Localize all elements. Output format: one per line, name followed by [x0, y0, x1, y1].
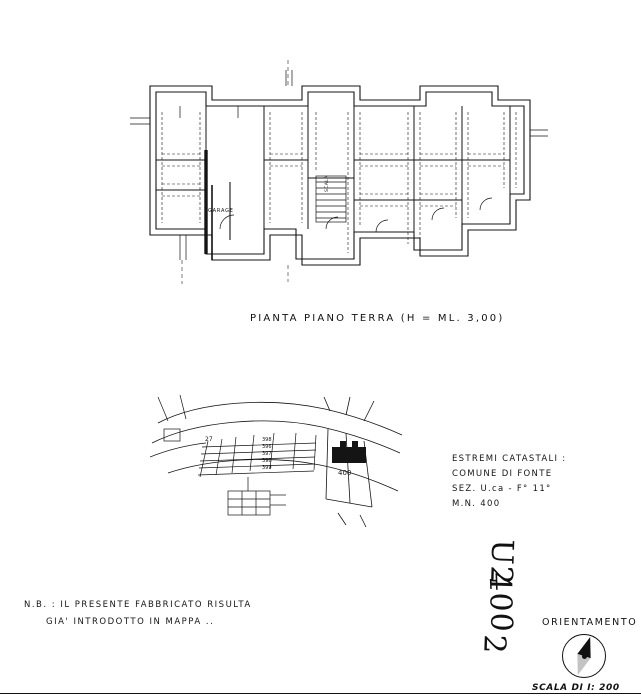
estremi-line-4: M.N. 400: [452, 499, 501, 509]
nota-bene-block: [24, 597, 252, 631]
compass-icon: [562, 634, 606, 678]
scale-label: SCALA DI I: 200: [532, 683, 620, 693]
svg-text:399: 399: [262, 465, 272, 471]
handwriting-line-middle: 400: [481, 571, 519, 634]
nota-bene-line-1: N.B. : IL PRESENTE FABBRICATO RISULTA: [24, 600, 252, 610]
floor-plan-svg: [120, 60, 550, 290]
plan-caption-text: PIANTA PIANO TERRA (H = ML. 3,00): [250, 313, 505, 324]
plan-caption: [250, 313, 504, 324]
estremi-catastali-block: [452, 452, 632, 512]
compass-hub: [582, 654, 587, 659]
orientation-block: [520, 617, 638, 697]
floor-plan-drawing: [120, 60, 550, 290]
svg-text:396: 396: [262, 444, 272, 450]
cadastral-map-drawing: [150, 395, 410, 535]
stair-label: SCALA: [325, 175, 330, 192]
handwriting-line-bottom: 2: [476, 633, 512, 656]
estremi-line-3: SEZ. U.ca - F° 11°: [452, 484, 552, 494]
svg-text:398: 398: [262, 437, 272, 443]
svg-text:398: 398: [262, 458, 272, 464]
nota-bene-line-2: GIA' INTRODOTTO IN MAPPA ..: [46, 617, 215, 627]
handwriting-line-top: U2: [482, 538, 520, 587]
bottom-rule: [0, 693, 641, 694]
svg-text:27: 27: [205, 436, 213, 443]
compass-needle-north: [577, 635, 596, 658]
orientation-label: ORIENTAMENTO: [542, 617, 638, 628]
cadastral-map-svg: [150, 395, 410, 535]
estremi-line-1: ESTREMI CATASTALI :: [452, 454, 567, 464]
garage-label: GARAGE: [208, 208, 234, 214]
svg-text:397: 397: [262, 451, 272, 457]
estremi-line-2: COMUNE DI FONTE: [452, 469, 553, 479]
svg-text:400: 400: [338, 469, 352, 477]
